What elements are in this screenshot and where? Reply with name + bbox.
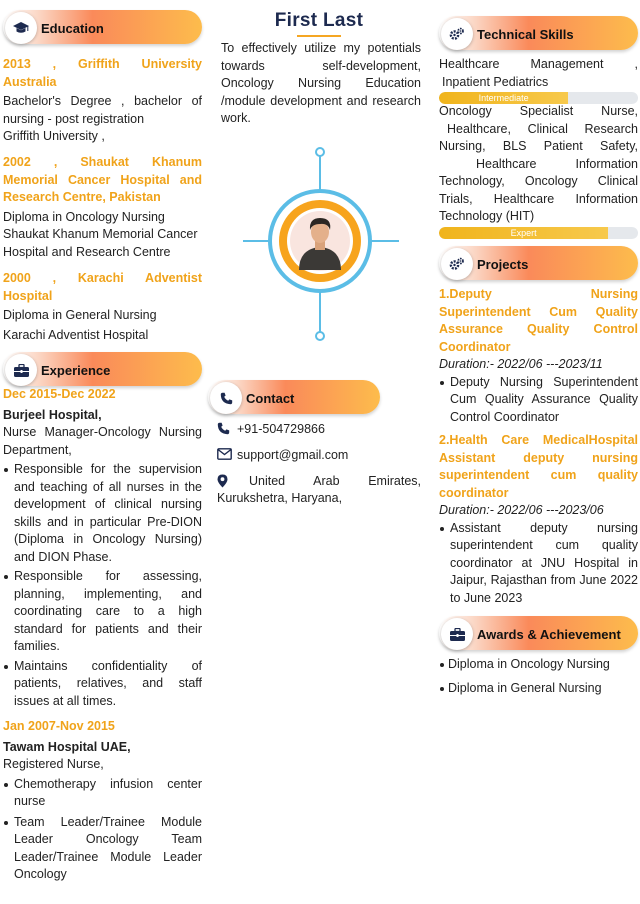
contact-address — [217, 473, 421, 507]
skill-level-fill: Intermediate — [439, 92, 568, 104]
briefcase-icon — [5, 354, 37, 386]
project-title: 2.Health Care MedicalHospital — [439, 433, 638, 447]
skill-text: Nursing, BLS Patient Safety, — [439, 139, 638, 153]
skill-text: Healthcare Information — [476, 156, 638, 171]
projects-heading: Projects — [477, 256, 529, 272]
contact-heading: Contact — [246, 390, 295, 406]
contact-header — [208, 380, 380, 416]
skill-group-1 — [439, 56, 638, 104]
project-bullets — [439, 520, 638, 608]
project-title: Coordinator — [439, 339, 511, 354]
education-title: Research Centre, Pakistan — [3, 190, 161, 204]
education-school: Karachi Adventist Hospital — [3, 327, 149, 342]
address-line: Kurukshetra, Haryana, — [217, 491, 343, 505]
contact-email — [217, 447, 421, 464]
name-block — [217, 10, 421, 37]
skill-group-2 — [439, 103, 638, 239]
skills-header — [439, 16, 638, 52]
education-title: 2013 , Griffith University — [3, 57, 202, 71]
skills-heading: Technical Skills — [477, 26, 574, 42]
education-title: 2002 , Shaukat Khanum — [3, 155, 202, 169]
experience-heading: Experience — [41, 362, 111, 378]
education-degree: Diploma in General Nursing — [3, 308, 157, 322]
project-title: superintendent cum quality — [439, 468, 638, 482]
skill-text: Technology (HIT) — [439, 209, 535, 223]
education-title: 2000 , Karachi Adventist — [3, 271, 202, 285]
projects-header — [439, 246, 638, 282]
job-role: Nurse Manager-Oncology Nursing — [3, 425, 202, 439]
job-dates: Dec 2015-Dec 2022 — [3, 387, 116, 401]
project-title: coordinator — [439, 485, 509, 500]
email-address[interactable]: support@gmail.com — [237, 448, 349, 462]
skill-text: Oncology Specialist Nurse, — [439, 104, 638, 118]
skill-text: Trials, Healthcare Information — [439, 191, 638, 206]
skill-text: Inpatient Pediatrics — [442, 74, 549, 89]
education-title: Hospital — [3, 288, 53, 303]
experience-job-1 — [3, 386, 202, 710]
phone-number[interactable]: +91-504729866 — [237, 422, 325, 436]
list-item: Responsible for assessing, planning, implementing, and coordinating care to a high standard for patients and their families. — [3, 568, 202, 656]
awards-heading: Awards & Achievement — [477, 626, 621, 642]
education-header — [3, 10, 202, 46]
contact-phone — [217, 421, 421, 438]
education-school: Hospital and Research Centre — [3, 244, 171, 259]
project-1 — [439, 286, 638, 426]
education-entry-3 — [3, 270, 202, 344]
list-item: Team Leader/Trainee Module Leader Oncology Team Leader/Trainee Module Leader Oncology — [3, 814, 202, 884]
education-title: Australia — [3, 74, 57, 89]
project-title: Superintendent Cum Quality — [439, 304, 638, 319]
job-bullets — [3, 776, 202, 884]
avatar — [239, 146, 399, 346]
contact-list — [217, 412, 421, 507]
job-employer: Burjeel Hospital, — [3, 407, 102, 422]
phone-icon — [217, 421, 237, 435]
job-role: Registered Nurse, — [3, 757, 104, 771]
awards-list — [439, 656, 638, 697]
map-pin-icon — [217, 473, 237, 488]
project-2 — [439, 432, 638, 607]
project-bullets — [439, 374, 638, 427]
briefcase-icon — [441, 618, 473, 650]
project-duration: Duration:- 2022/06 ---2023/11 — [439, 357, 603, 371]
skill-level-bar — [439, 227, 638, 239]
list-item: Diploma in Oncology Nursing — [439, 656, 638, 674]
list-item: Chemotherapy infusion center nurse — [3, 776, 202, 811]
job-employer: Tawam Hospital UAE, — [3, 739, 131, 754]
list-item: Maintains confidentiality of patients, relatives, and staff issues at all times. — [3, 658, 202, 711]
education-entry-2 — [3, 154, 202, 261]
page-title: First Last — [274, 10, 364, 31]
address-line: United Arab Emirates, — [249, 474, 421, 488]
project-title: Assistant deputy nursing — [439, 450, 638, 465]
gears-icon — [441, 18, 473, 50]
education-entry-1 — [3, 56, 202, 146]
list-item: Deputy Nursing Superintendent Cum Quality Assurance Quality Control Coordinator — [439, 374, 638, 427]
envelope-icon — [217, 447, 237, 460]
job-dates: Jan 2007-Nov 2015 — [3, 719, 115, 733]
skill-level-fill: Expert — [439, 227, 608, 239]
list-item: Diploma in General Nursing — [439, 680, 638, 698]
job-role: Department, — [3, 442, 72, 457]
experience-job-2 — [3, 718, 202, 884]
education-heading: Education — [41, 20, 104, 36]
list-item: Assistant deputy nursing superintendent cum quality coordinator at JNU Hospital in Jaipur, Rajasthan from June 2022 to June 2023 — [439, 520, 638, 608]
skill-text: Healthcare, Clinical Research — [447, 121, 638, 136]
job-bullets — [3, 461, 202, 710]
phone-icon — [210, 382, 242, 414]
education-title: Memorial Cancer Hospital and — [3, 172, 202, 187]
education-degree: Bachelor's Degree , bachelor of — [3, 94, 202, 108]
skill-text: Healthcare Management , — [439, 57, 638, 71]
awards-header — [439, 616, 638, 652]
list-item: Responsible for the supervision and teaching of all nurses in the development of clinical nursing skills and in particular Pre-DION (Diploma in Oncology Nursing) and DION Phase. — [3, 461, 202, 566]
education-degree: nursing - post registration — [3, 111, 145, 126]
skill-text: Technology, Oncology Clinical — [439, 174, 638, 188]
gears-icon — [441, 248, 473, 280]
education-school: Griffith University , — [3, 129, 105, 143]
project-title: 1.Deputy Nursing — [439, 287, 638, 301]
graduation-cap-icon — [5, 12, 37, 44]
experience-header — [3, 352, 202, 388]
education-school: Shaukat Khanum Memorial Cancer — [3, 227, 198, 241]
project-duration: Duration:- 2022/06 ---2023/06 — [439, 503, 604, 517]
objective-text: To effectively utilize my potentials towards self-development, Oncology Nursing Education /module development and research work. — [221, 41, 421, 125]
education-degree: Diploma in Oncology Nursing — [3, 209, 165, 224]
title-underline — [297, 35, 341, 37]
project-title: Assurance Quality Control — [439, 322, 638, 336]
